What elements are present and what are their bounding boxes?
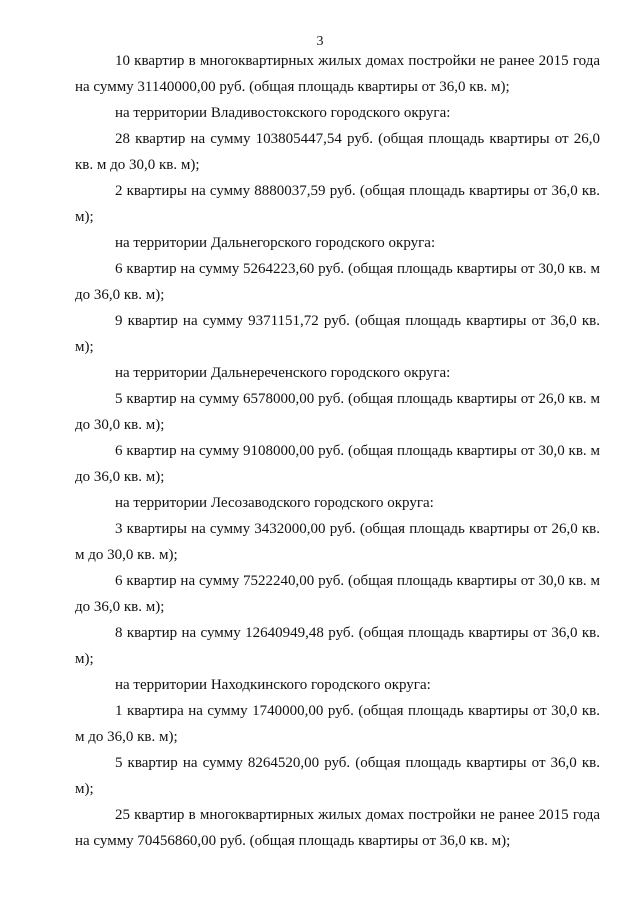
paragraph-vladivostok-2: 2 квартиры на сумму 8880037,59 руб. (общая площадь квартиры от 36,0 кв. м); (75, 183, 600, 225)
paragraph-apartments-new-buildings: 10 квартир в многоквартирных жилых домах постройки не ранее 2015 года на сумму 31140000,00 руб. (общая площадь квартиры от 36,0 кв. м); (75, 53, 600, 95)
paragraph-nakhodka-1: 1 квартира на сумму 1740000,00 руб. (общая площадь квартиры от 30,0 кв. м до 36,0 кв. м); (75, 703, 600, 745)
paragraph-nakhodka-25: 25 квартир в многоквартирных жилых домах постройки не ранее 2015 года на сумму 70456860,00 руб. (общая площадь квартиры от 36,0 кв. м); (75, 807, 600, 849)
paragraph-lesozavodsk-8: 8 квартир на сумму 12640949,48 руб. (общая площадь квартиры от 36,0 кв. м); (75, 625, 600, 667)
paragraph-lesozavodsk-6: 6 квартир на сумму 7522240,00 руб. (общая площадь квартиры от 30,0 кв. м до 36,0 кв. м); (75, 573, 600, 615)
document-body (75, 48, 600, 854)
page-number: 3 (316, 34, 324, 49)
paragraph-nakhodka-5: 5 квартир на сумму 8264520,00 руб. (общая площадь квартиры от 36,0 кв. м); (75, 755, 600, 797)
paragraph-dalnerechensk-6: 6 квартир на сумму 9108000,00 руб. (общая площадь квартиры от 30,0 кв. м до 36,0 кв. м); (75, 443, 600, 485)
paragraph-heading-nakhodka: на территории Находкинского городского округа: (115, 677, 431, 693)
paragraph-vladivostok-28: 28 квартир на сумму 103805447,54 руб. (общая площадь квартиры от 26,0 кв. м до 30,0 кв. м); (75, 131, 600, 173)
paragraph-dalnegorsk-6: 6 квартир на сумму 5264223,60 руб. (общая площадь квартиры от 30,0 кв. м до 36,0 кв. м); (75, 261, 600, 303)
paragraph-heading-dalnegorsk: на территории Дальнегорского городского округа: (115, 235, 436, 251)
paragraph-lesozavodsk-3: 3 квартиры на сумму 3432000,00 руб. (общая площадь квартиры от 26,0 кв. м до 30,0 кв. м); (75, 521, 600, 563)
paragraph-heading-vladivostok: на территории Владивостокского городского округа: (115, 105, 451, 121)
paragraph-dalnegorsk-9: 9 квартир на сумму 9371151,72 руб. (общая площадь квартиры от 36,0 кв. м); (75, 313, 600, 355)
paragraph-heading-dalnerechensk: на территории Дальнереченского городского округа: (115, 365, 451, 381)
paragraph-heading-lesozavodsk: на территории Лесозаводского городского округа: (115, 495, 434, 511)
paragraph-dalnerechensk-5: 5 квартир на сумму 6578000,00 руб. (общая площадь квартиры от 26,0 кв. м до 30,0 кв. м); (75, 391, 600, 433)
